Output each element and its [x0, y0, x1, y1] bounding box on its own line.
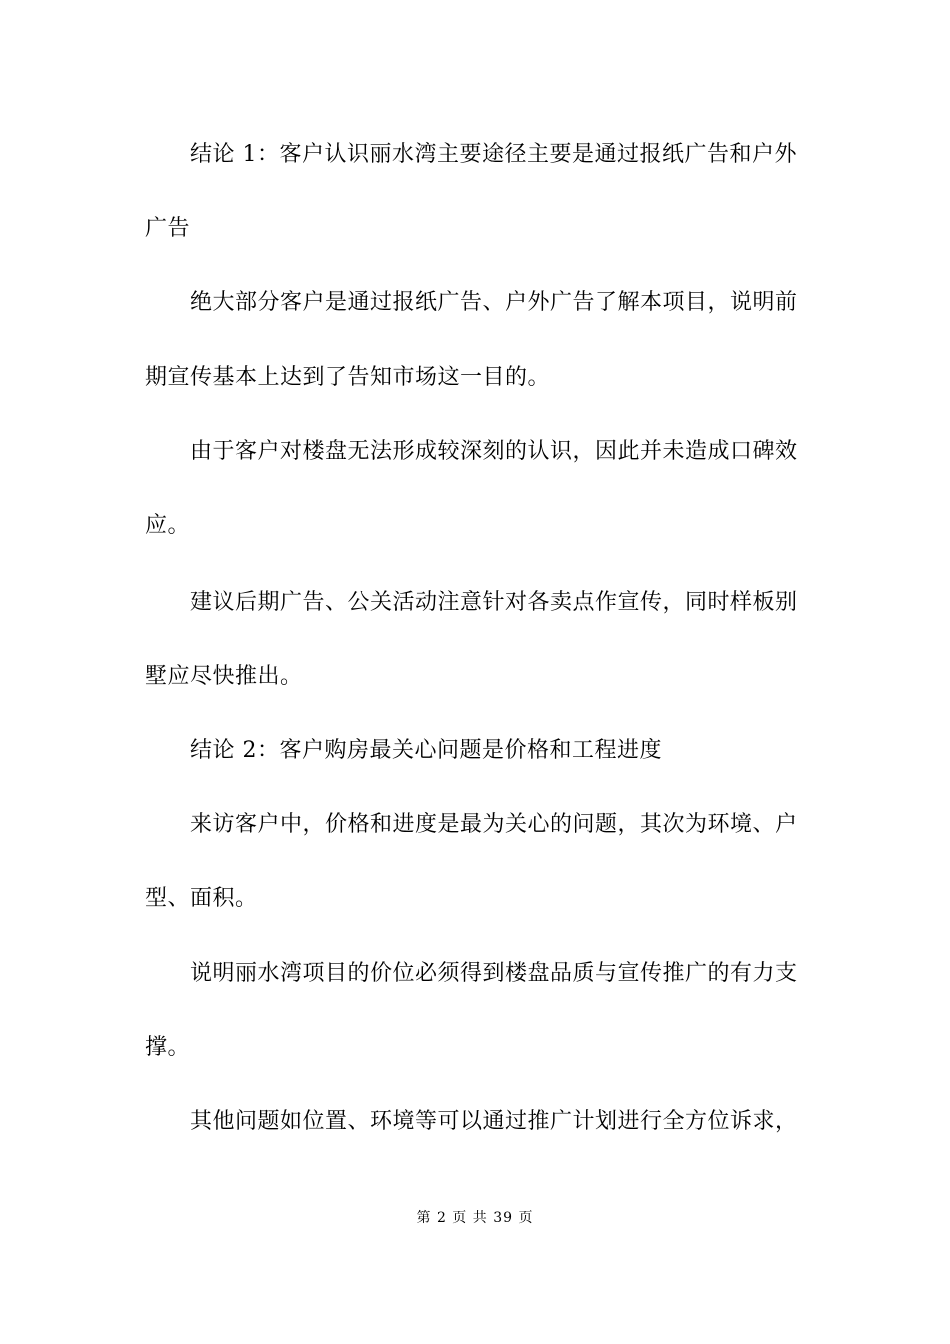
page-footer: 第 2 页 共 39 页 [416, 1210, 534, 1226]
paragraph-1-line-1: 结论 1：客户认识丽水湾主要途径主要是通过报纸广告和户外 [190, 142, 797, 167]
paragraph-3-line-1: 由于客户对楼盘无法形成较深刻的认识，因此并未造成口碑效 [190, 439, 798, 464]
paragraph-1-line-2: 广告 [145, 216, 191, 241]
paragraph-5-line-1: 结论 2：客户购房最关心问题是价格和工程进度 [190, 738, 662, 763]
paragraph-4-line-1: 建议后期广告、公关活动注意针对各卖点作宣传，同时样板别 [190, 590, 798, 615]
paragraph-2-line-2: 期宣传基本上达到了告知市场这一目的。 [145, 365, 551, 390]
paragraph-6-line-1: 来访客户中，价格和进度是最为关心的问题，其次为环境、户 [190, 812, 798, 837]
paragraph-4-line-2: 墅应尽快推出。 [145, 664, 303, 689]
paragraph-2-line-1: 绝大部分客户是通过报纸广告、户外广告了解本项目，说明前 [190, 290, 798, 315]
paragraph-7-line-1: 说明丽水湾项目的价位必须得到楼盘品质与宣传推广的有力支 [190, 961, 798, 986]
paragraph-7-line-2: 撑。 [145, 1035, 191, 1060]
paragraph-8-line-1: 其他问题如位置、环境等可以通过推广计划进行全方位诉求， [190, 1109, 798, 1134]
paragraph-6-line-2: 型、面积。 [145, 886, 258, 911]
paragraph-3-line-2: 应。 [145, 513, 191, 538]
